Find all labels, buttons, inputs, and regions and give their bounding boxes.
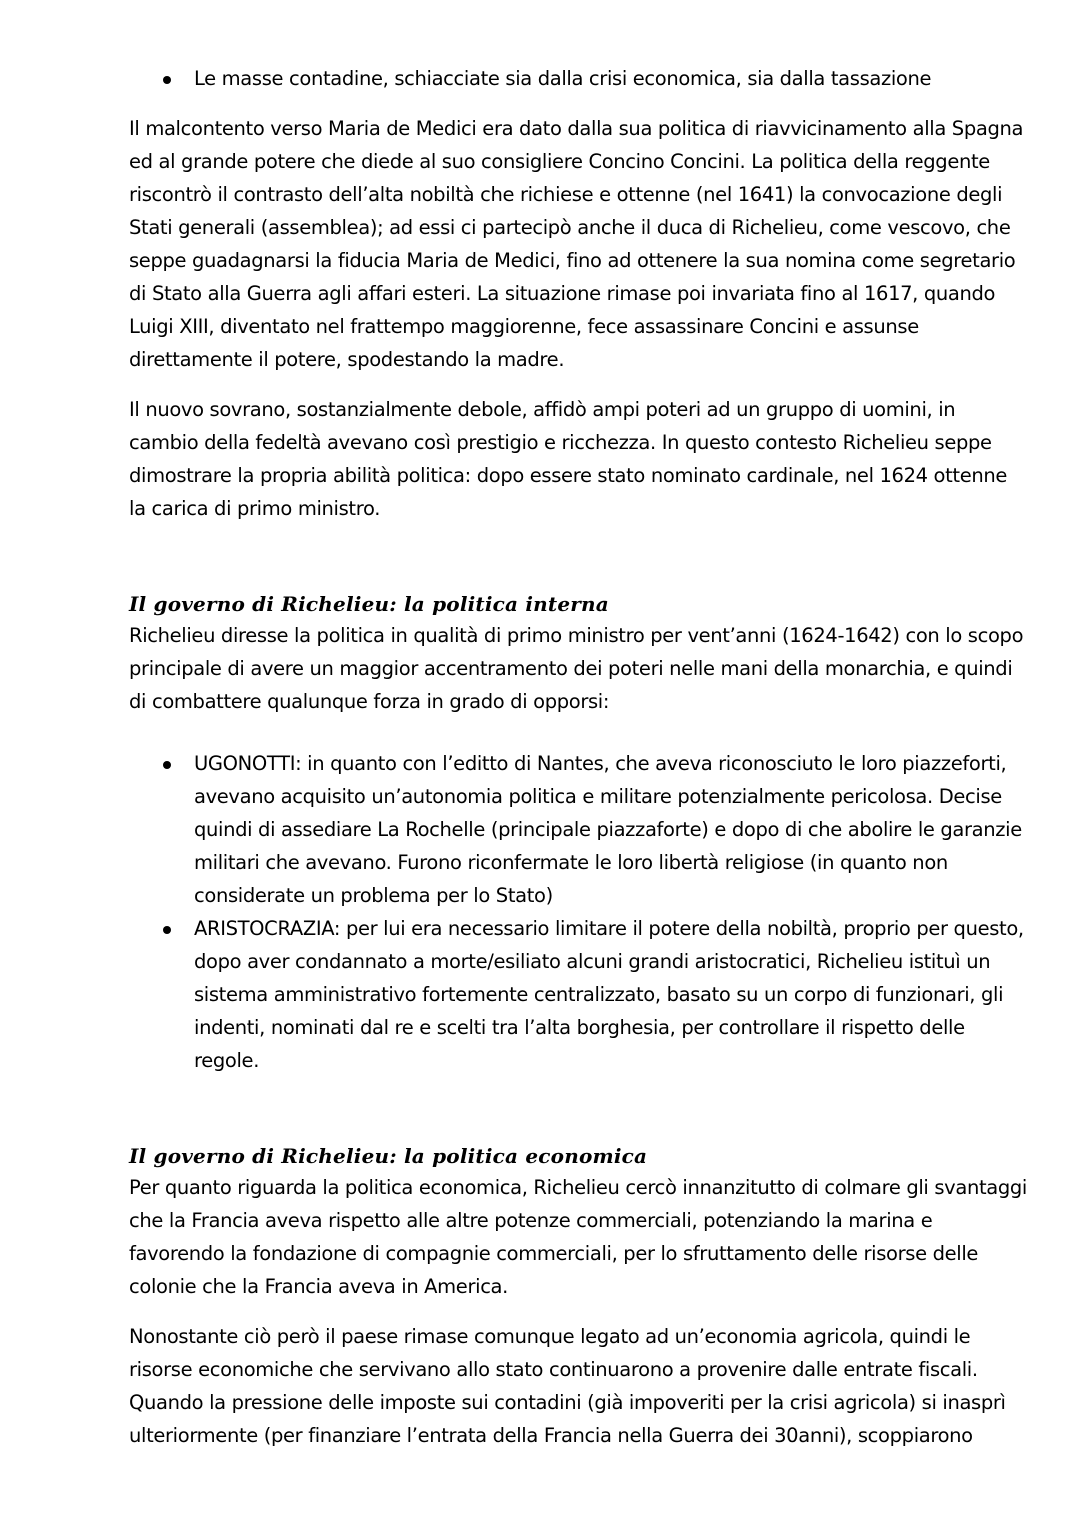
paragraph-politica-interna: Richelieu diresse la politica in qualità di primo ministro per vent’anni (1624-1642) con lo scopo principale di avere un maggior accentramento dei poteri nelle mani della monarchia, e quindi di combattere qualunque forza in grado di opporsi: xyxy=(129,624,1024,713)
list-item xyxy=(129,62,1029,95)
bullet-icon xyxy=(163,761,171,769)
intro-bullet-list xyxy=(129,62,1029,95)
list-item xyxy=(129,747,1029,912)
paragraph-nuovo-sovrano: Il nuovo sovrano, sostanzialmente debole, affidò ampi poteri ad un gruppo di uomini, in cambio della fedeltà avevano così prestigio e ricchezza. In questo contesto Richelieu seppe dimostrare la propria abilità politica: dopo essere stato nominato cardinale, nel 1624 ottenne la carica di primo ministro. xyxy=(129,398,1008,520)
bullet-list-forze xyxy=(129,747,1029,1077)
paragraph-economia-agricola: Nonostante ciò però il paese rimase comunque legato ad un’economia agricola, quindi le risorse economiche che servivano allo stato continuarono a provenire dalle entrate fiscali. Quando la pressione delle imposte sui contadini (già impoveriti per la crisi agricola) si inasprì ulteriormente (per finanziare l’entrata della Francia nella Guerra dei 30anni), scoppiarono xyxy=(129,1325,1006,1447)
bullet-icon xyxy=(163,926,171,934)
heading-politica-economica: Il governo di Richelieu: la politica economica xyxy=(129,1144,648,1168)
bullet-icon xyxy=(163,76,171,84)
document-page xyxy=(129,62,1029,1452)
paragraph-politica-economica: Per quanto riguarda la politica economica, Richelieu cercò innanzitutto di colmare gli svantaggi che la Francia aveva rispetto alle altre potenze commerciali, potenziando la marina e favorendo la fondazione di compagnie commerciali, per lo sfruttamento delle risorse delle colonie che la Francia aveva in America. xyxy=(129,1176,1027,1298)
list-item-text: UGONOTTI: in quanto con l’editto di Nantes, che aveva riconosciuto le loro piazzeforti, avevano acquisito un’autonomia politica e militare potenzialmente pericolosa. Decise quindi di assediare La Rochelle (principale piazzaforte) e dopo di che abolire le garanzie militari che avevano. Furono riconfermate le loro libertà religiose (in quanto non considerate un problema per lo Stato) xyxy=(194,752,1022,907)
list-item xyxy=(129,912,1029,1077)
list-item-text: Le masse contadine, schiacciate sia dalla crisi economica, sia dalla tassazione xyxy=(194,67,932,90)
heading-politica-interna: Il governo di Richelieu: la politica interna xyxy=(129,592,609,616)
paragraph-malcontento: Il malcontento verso Maria de Medici era dato dalla sua politica di riavvicinamento alla Spagna ed al grande potere che diede al suo consigliere Concino Concini. La politica della reggente riscontrò il contrasto dell’alta nobiltà che richiese e ottenne (nel 1641) la convocazione degli Stati generali (assemblea); ad essi ci partecipò anche il duca di Richelieu, come vescovo, che seppe guadagnarsi la fiducia Maria de Medici, fino ad ottenere la sua nomina come segretario di Stato alla Guerra agli affari esteri. La situazione rimase poi invariata fino al 1617, quando Luigi XIII, diventato nel frattempo maggiorenne, fece assassinare Concini e assunse direttamente il potere, spodestando la madre. xyxy=(129,117,1024,371)
list-item-text: ARISTOCRAZIA: per lui era necessario limitare il potere della nobiltà, proprio per questo, dopo aver condannato a morte/esiliato alcuni grandi aristocratici, Richelieu istituì un sistema amministrativo fortemente centralizzato, basato su un corpo di funzionari, gli indenti, nominati dal re e scelti tra l’alta borghesia, per controllare il rispetto delle regole. xyxy=(194,917,1024,1072)
